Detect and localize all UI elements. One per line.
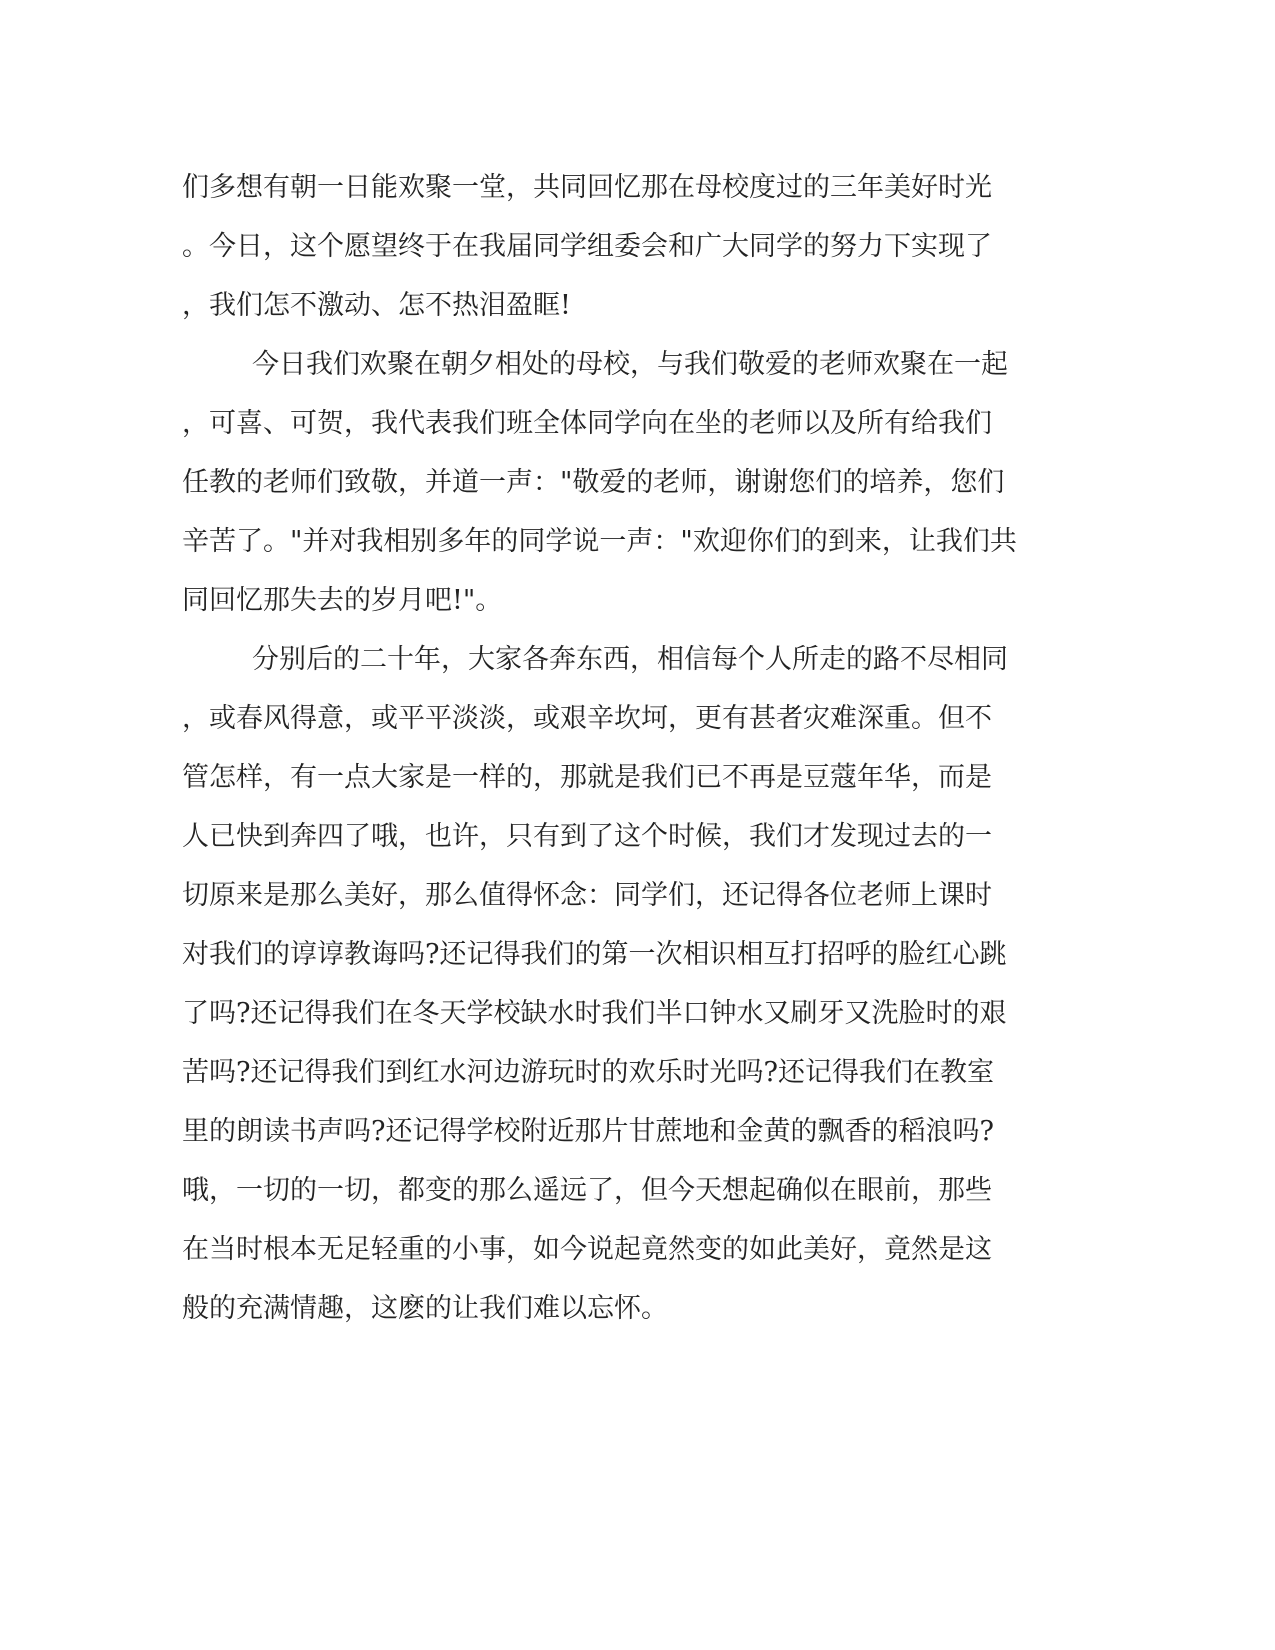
text-line: ，我们怎不激动、怎不热泪盈眶! (182, 290, 571, 321)
body-text (182, 158, 1042, 1338)
text-line: 里的朗读书声吗?还记得学校附近那片甘蔗地和金黄的飘香的稻浪吗? (182, 1116, 994, 1147)
text-line: 人已快到奔四了哦，也许，只有到了这个时候，我们才发现过去的一 (182, 821, 992, 852)
text-line: 们多想有朝一日能欢聚一堂，共同回忆那在母校度过的三年美好时光 (182, 172, 992, 203)
text-line: 辛苦了。"并对我相别多年的同学说一声："欢迎你们的到来，让我们共 (182, 526, 1017, 557)
text-line: 切原来是那么美好，那么值得怀念：同学们，还记得各位老师上课时 (182, 880, 992, 911)
text-line: 同回忆那失去的岁月吧!"。 (182, 585, 503, 616)
text-line: 管怎样，有一点大家是一样的，那就是我们已不再是豆蔻年华，而是 (182, 762, 992, 793)
text-line: 任教的老师们致敬，并道一声："敬爱的老师，谢谢您们的培养，您们 (182, 467, 1005, 498)
text-line: 苦吗?还记得我们到红水河边游玩时的欢乐时光吗?还记得我们在教室 (182, 1057, 994, 1088)
text-line: 了吗?还记得我们在冬天学校缺水时我们半口钟水又刷牙又洗脸时的艰 (182, 998, 1007, 1029)
text-line: 般的充满情趣，这麽的让我们难以忘怀。 (182, 1293, 668, 1324)
text-line: 。今日，这个愿望终于在我届同学组委会和广大同学的努力下实现了 (182, 231, 992, 262)
paragraph-first-line: 今日我们欢聚在朝夕相处的母校，与我们敬爱的老师欢聚在一起 (252, 349, 1008, 380)
text-line: ，或春风得意，或平平淡淡，或艰辛坎坷，更有甚者灾难深重。但不 (182, 703, 992, 734)
text-line: 对我们的谆谆教诲吗?还记得我们的第一次相识相互打招呼的脸红心跳 (182, 939, 1007, 970)
paragraph-first-line: 分别后的二十年，大家各奔东西，相信每个人所走的路不尽相同 (252, 644, 1008, 675)
text-line: 在当时根本无足轻重的小事，如今说起竟然变的如此美好，竟然是这 (182, 1234, 992, 1265)
text-line: ，可喜、可贺，我代表我们班全体同学向在坐的老师以及所有给我们 (182, 408, 992, 439)
text-line: 哦，一切的一切，都变的那么遥远了，但今天想起确似在眼前，那些 (182, 1175, 992, 1206)
